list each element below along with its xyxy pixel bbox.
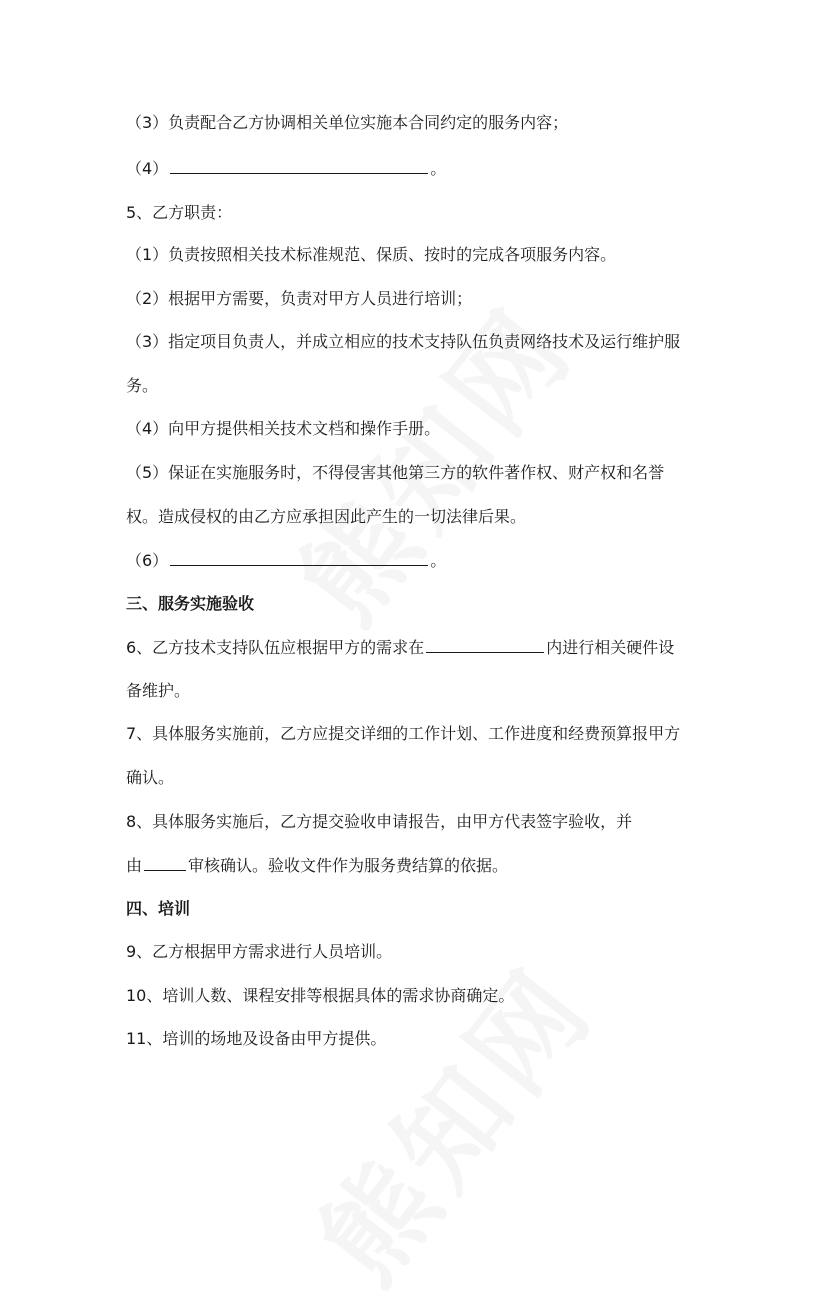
paragraph-line	[126, 636, 716, 659]
fill-blank	[170, 157, 428, 174]
paragraph-line: 确认。	[126, 768, 175, 787]
paragraph-line	[126, 157, 716, 180]
paragraph-line	[126, 549, 716, 572]
paragraph-line: 9、乙方根据甲方需求进行人员培训。	[126, 942, 393, 961]
paragraph-line: 11、培训的场地及设备由甲方提供。	[126, 1029, 387, 1048]
fill-blank	[170, 549, 428, 566]
paragraph-line: 备维护。	[126, 681, 191, 700]
paragraph-line: （4）向甲方提供相关技术文档和操作手册。	[126, 419, 441, 438]
text-span: 内进行相关硬件设	[546, 638, 675, 657]
text-span: 6、乙方技术支持队伍应根据甲方的需求在	[126, 638, 425, 657]
section-heading: 三、服务实施验收	[126, 594, 255, 613]
line-ending: 。	[430, 551, 447, 570]
paragraph-line: （2）根据甲方需要，负责对甲方人员进行培训；	[126, 289, 473, 308]
paragraph-line: 权。造成侵权的由乙方应承担因此产生的一切法律后果。	[126, 507, 527, 526]
paragraph-line: 10、培训人数、课程安排等根据具体的需求协商确定。	[126, 986, 515, 1005]
paragraph-line: 务。	[126, 376, 159, 395]
line-ending: 。	[430, 159, 447, 178]
paragraph-line: （5）保证在实施服务时，不得侵害其他第三方的软件著作权、财产权和名誉	[126, 463, 665, 482]
text-span: 由	[126, 856, 143, 875]
paragraph-line: 8、具体服务实施后，乙方提交验收申请报告，由甲方代表签字验收，并	[126, 812, 633, 831]
item-number: （4）	[126, 159, 169, 178]
text-span: 审核确认。验收文件作为服务费结算的依据。	[188, 856, 509, 875]
paragraph-line	[126, 854, 716, 877]
item-number: （6）	[126, 551, 169, 570]
paragraph-line: （1）负责按照相关技术标准规范、保质、按时的完成各项服务内容。	[126, 245, 617, 264]
paragraph-line: 7、具体服务实施前，乙方应提交详细的工作计划、工作进度和经费预算报甲方	[126, 724, 681, 743]
fill-blank	[144, 854, 186, 871]
paragraph-line: （3）负责配合乙方协调相关单位实施本合同约定的服务内容；	[126, 113, 569, 132]
paragraph-line: 5、乙方职责：	[126, 203, 233, 222]
section-heading: 四、培训	[126, 899, 191, 918]
fill-blank	[426, 636, 544, 653]
paragraph-line: （3）指定项目负责人，并成立相应的技术支持队伍负责网络技术及运行维护服	[126, 332, 681, 351]
